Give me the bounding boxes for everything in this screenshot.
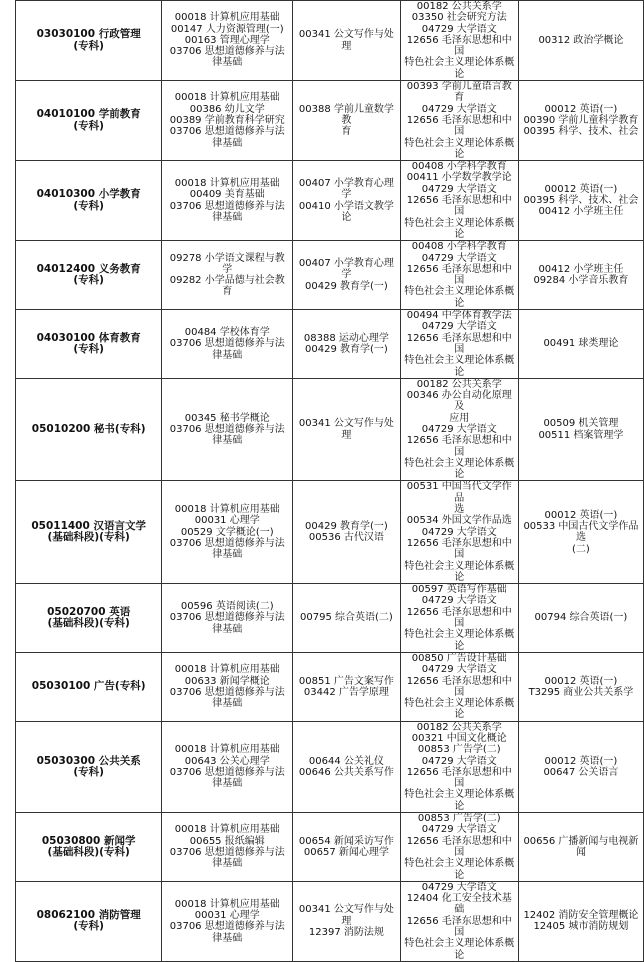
course-cell-1 (162, 310, 293, 379)
course-cell-1 (162, 1, 293, 81)
cell-line: 00341 公文写作与处理 (298, 904, 394, 927)
cell-line: 00346 办公自动化原理及 (406, 390, 512, 413)
cell-line: 04010300 小学教育 (36, 188, 141, 201)
course-cell-2 (293, 881, 401, 961)
major-cell (16, 81, 162, 161)
course-cell-3 (400, 584, 518, 653)
cell-line: 12656 毛泽东思想和中国 (406, 915, 512, 939)
course-cell-3 (400, 813, 518, 882)
cell-line: 00429 教育学(一) (305, 343, 388, 355)
cell-line: 00643 公关心理学 (184, 755, 270, 767)
cell-line: 00596 英语阅读(二) (180, 601, 274, 613)
table-row (16, 241, 644, 310)
cell-line: 00182 公共关系学 (416, 378, 502, 390)
cell-line: 律基础 (212, 932, 243, 944)
cell-line: 特色社会主义理论体系概 (404, 560, 515, 572)
major-cell (16, 161, 162, 241)
cell-line: 00654 新闻采访写作 (298, 835, 394, 847)
cell-line: 00647 公关语言 (543, 766, 619, 778)
cell-line: 00182 公共关系学 (416, 721, 502, 733)
cell-line: 08388 运动心理学 (303, 332, 389, 344)
course-cell-4 (518, 652, 643, 721)
cell-line: 12656 毛泽东思想和中国 (406, 263, 512, 287)
cell-line: 04729 大学语文 (421, 526, 497, 538)
major-cell (16, 481, 162, 584)
major-cell (16, 813, 162, 882)
cell-line: 04729 大学语文 (421, 824, 497, 836)
cell-line: 00408 小学科学教育 (411, 161, 507, 173)
cell-line: (专科) (73, 274, 104, 287)
cell-line: 特色社会主义理论体系概 (404, 355, 515, 367)
cell-line: 03706 思想道德修养与法 (169, 537, 285, 549)
course-cell-4 (518, 378, 643, 481)
cell-line: 03030100 行政管理 (36, 28, 141, 41)
cell-line: (专科) (73, 39, 104, 52)
cell-line: 03706 思想道德修养与法 (169, 126, 285, 138)
course-cell-2 (293, 1, 401, 81)
cell-line: 律基础 (212, 858, 243, 870)
cell-line: 03706 思想道德修养与法 (169, 612, 285, 624)
cell-line: 00018 计算机应用基础 (174, 744, 280, 756)
cell-line: 12656 毛泽东思想和中国 (406, 195, 512, 218)
cell-line: 00531 中国当代文学作品 (406, 481, 512, 504)
cell-line: 00429 教育学(一) (305, 280, 388, 292)
course-cell-3 (400, 721, 518, 812)
cell-line: 04729 大学语文 (421, 595, 497, 607)
course-cell-4 (518, 721, 643, 812)
cell-line: 04729 大学语文 (421, 755, 497, 767)
cell-line: 论 (454, 869, 465, 881)
cell-line: 00597 英语写作基础 (411, 584, 507, 596)
course-cell-3 (400, 652, 518, 721)
cell-line: (专科) (73, 342, 104, 355)
cell-line: 12404 化工安全技术基础 (406, 893, 512, 916)
cell-line: 04030100 体育教育 (36, 331, 141, 344)
table-row (16, 1, 644, 81)
cell-line: 03706 思想道德修养与法 (169, 200, 285, 212)
cell-line: 04729 大学语文 (421, 252, 497, 264)
cell-line: 律基础 (212, 211, 243, 223)
cell-line: 00395 科学、技术、社会 (523, 126, 639, 138)
cell-line: 00407 小学教育心理学 (298, 178, 394, 201)
course-cell-3 (400, 310, 518, 379)
course-cell-4 (518, 81, 643, 161)
cell-line: 律基础 (212, 349, 243, 361)
course-cell-3 (400, 481, 518, 584)
course-cell-4 (518, 584, 643, 653)
cell-line: 12405 城市消防规划 (533, 921, 629, 933)
cell-line: 特色社会主义理论体系概 (404, 137, 515, 149)
cell-line: 00012 英语(一) (544, 509, 618, 521)
course-cell-2 (293, 652, 401, 721)
cell-line: 特色社会主义理论体系概 (404, 457, 515, 469)
cell-line: 00341 公文写作与处理 (298, 418, 394, 441)
cell-line: 00429 教育学(一) (305, 521, 388, 532)
course-cell-4 (518, 481, 643, 584)
course-cell-2 (293, 813, 401, 882)
major-cell (16, 721, 162, 812)
cell-line: 论 (454, 469, 465, 481)
course-cell-1 (162, 584, 293, 653)
cell-line: 03706 思想道德修养与法 (169, 921, 285, 933)
course-cell-2 (293, 378, 401, 481)
cell-line: 00853 广告学(二) (417, 813, 501, 825)
course-cell-1 (162, 161, 293, 241)
cell-line: 05020700 英语 (47, 605, 131, 618)
cell-line: 00646 公共关系写作 (298, 766, 394, 778)
cell-line: 12656 毛泽东思想和中国 (406, 675, 512, 698)
cell-line: 03706 思想道德修养与法 (169, 766, 285, 778)
cell-line: 00633 新闻学概论 (184, 675, 270, 687)
cell-line: 05011400 汉语言文学 (31, 520, 146, 532)
table-row (16, 161, 644, 241)
cell-line: 论 (454, 709, 465, 721)
cell-line: 05030300 公共关系 (36, 754, 141, 767)
cell-line: 00012 英语(一) (544, 183, 618, 195)
cell-line: 00018 计算机应用基础 (174, 898, 280, 910)
cell-line: 律基础 (212, 778, 243, 790)
cell-line: 论 (454, 949, 465, 961)
course-cell-4 (518, 241, 643, 310)
cell-line: 12656 毛泽东思想和中国 (406, 766, 512, 790)
cell-line: 12397 消防法规 (308, 927, 384, 939)
course-schedule-table (15, 0, 644, 962)
cell-line: 00656 广播新闻与电视新闻 (523, 835, 639, 858)
cell-line: 09278 小学语文课程与教 (169, 252, 285, 264)
cell-line: 05030800 新闻学 (41, 834, 136, 847)
cell-line: 特色社会主义理论体系概 (404, 858, 515, 870)
cell-line: 00491 球类理论 (543, 338, 619, 350)
cell-line: 育 (222, 286, 233, 298)
cell-line: (基础科段)(专科) (47, 845, 130, 858)
cell-line: 00529 文学概论(一) (180, 526, 274, 538)
cell-line: 00012 英语(一) (544, 755, 618, 767)
table-row (16, 310, 644, 379)
cell-line: 12656 毛泽东思想和中国 (406, 332, 512, 355)
cell-line: 00484 学校体育学 (184, 326, 270, 338)
cell-line: 00012 英语(一) (544, 675, 618, 687)
cell-line: 育 (341, 126, 352, 138)
cell-line: 12656 毛泽东思想和中国 (406, 606, 512, 630)
cell-line: 论 (454, 640, 465, 652)
cell-line: 04729 大学语文 (421, 23, 497, 35)
course-cell-1 (162, 881, 293, 961)
cell-line: 05030100 广告(专科) (31, 680, 146, 693)
cell-line: 12656 毛泽东思想和中国 (406, 537, 512, 561)
cell-line: 00018 计算机应用基础 (174, 12, 280, 24)
cell-line: 00410 小学语文教学论 (298, 200, 394, 223)
cell-line: 00407 小学教育心理学 (298, 258, 394, 281)
course-cell-4 (518, 881, 643, 961)
cell-line: 00018 计算机应用基础 (174, 92, 280, 104)
cell-line: 03350 社会研究方法 (411, 12, 507, 24)
cell-line: 00509 机关管理 (543, 418, 619, 430)
cell-line: 00031 心理学 (194, 910, 260, 922)
course-cell-4 (518, 310, 643, 379)
cell-line: 00409 美育基础 (189, 189, 265, 201)
cell-line: 03706 思想道德修养与法 (169, 338, 285, 350)
cell-line: 00163 管理心理学 (184, 34, 270, 46)
course-cell-3 (400, 378, 518, 481)
cell-line: 03706 思想道德修养与法 (169, 686, 285, 698)
cell-line: 00386 幼儿文学 (189, 103, 265, 115)
cell-line: (专科) (73, 765, 104, 778)
cell-line: 应用 (449, 412, 470, 424)
cell-line: 04729 大学语文 (421, 881, 497, 893)
course-cell-2 (293, 310, 401, 379)
cell-line: 00534 外国文学作品选 (406, 515, 512, 527)
cell-line: 00012 英语(一) (544, 103, 618, 115)
cell-line: 00312 政治学概论 (538, 34, 624, 46)
cell-line: 00644 公关礼仪 (308, 755, 384, 767)
cell-line: 12402 消防安全管理概论 (523, 910, 639, 922)
cell-line: 04012400 义务教育 (36, 262, 141, 275)
course-cell-4 (518, 813, 643, 882)
cell-line: 00794 综合英语(一) (534, 612, 628, 624)
cell-line: 律基础 (212, 57, 243, 69)
cell-line: 00341 公文写作与处理 (298, 29, 394, 52)
cell-line: 00390 学前儿童科学教育 (523, 114, 639, 126)
cell-line: 特色社会主义理论体系概 (404, 286, 515, 298)
table-row (16, 881, 644, 961)
course-cell-2 (293, 81, 401, 161)
cell-line: 选 (454, 504, 465, 516)
cell-line: 00018 计算机应用基础 (174, 504, 280, 516)
cell-line: 00412 小学班主任 (538, 263, 624, 275)
cell-line: 00657 新闻心理学 (303, 846, 389, 858)
course-schedule-body (16, 1, 644, 962)
cell-line: 论 (454, 366, 465, 378)
cell-line: (专科) (73, 920, 104, 933)
cell-line: 09284 小学音乐教育 (533, 275, 629, 287)
cell-line: 00533 中国古代文学作品选 (523, 521, 639, 544)
major-cell (16, 584, 162, 653)
table-row (16, 81, 644, 161)
cell-line: 12656 毛泽东思想和中国 (406, 114, 512, 138)
course-cell-3 (400, 1, 518, 81)
course-cell-3 (400, 81, 518, 161)
cell-line: (基础科段)(专科) (47, 617, 130, 630)
cell-line: 00018 计算机应用基础 (174, 664, 280, 676)
cell-line: 05010200 秘书(专科) (31, 422, 146, 435)
cell-line: 特色社会主义理论体系概 (404, 938, 515, 950)
cell-line: 00395 科学、技术、社会 (523, 195, 639, 207)
cell-line: 00389 学前教育科学研究 (169, 114, 285, 126)
cell-line: (专科) (73, 199, 104, 212)
cell-line: 12656 毛泽东思想和中国 (406, 435, 512, 458)
cell-line: 03706 思想道德修养与法 (169, 423, 285, 435)
course-cell-2 (293, 584, 401, 653)
cell-line: 律基础 (212, 549, 243, 561)
cell-line: 08062100 消防管理 (36, 909, 141, 922)
cell-line: T3295 商业公共关系学 (528, 686, 634, 698)
table-row (16, 721, 644, 812)
course-cell-1 (162, 813, 293, 882)
table-row (16, 481, 644, 584)
cell-line: 12656 毛泽东思想和中国 (406, 835, 512, 858)
cell-line: 00850 广告设计基础 (411, 652, 507, 664)
cell-line: (基础科段)(专科) (47, 531, 130, 544)
cell-line: 03442 广告学原理 (303, 686, 389, 698)
course-cell-3 (400, 241, 518, 310)
course-cell-2 (293, 161, 401, 241)
major-cell (16, 652, 162, 721)
cell-line: 00853 广告学(二) (417, 744, 501, 756)
course-cell-2 (293, 481, 401, 584)
course-cell-1 (162, 241, 293, 310)
cell-line: 04729 大学语文 (421, 321, 497, 333)
cell-line: 12656 毛泽东思想和中国 (406, 34, 512, 58)
cell-line: (专科) (73, 119, 104, 132)
cell-line: 00536 古代汉语 (308, 532, 384, 544)
cell-line: 00851 广告文案写作 (298, 675, 394, 687)
cell-line: 律基础 (212, 623, 243, 635)
course-cell-2 (293, 241, 401, 310)
cell-line: 论 (454, 571, 465, 583)
cell-line: 00408 小学科学教育 (411, 241, 507, 253)
cell-line: 00511 档案管理学 (538, 429, 624, 441)
course-cell-1 (162, 378, 293, 481)
cell-line: 00494 中学体育教学法 (406, 310, 512, 322)
cell-line: 04729 大学语文 (421, 664, 497, 676)
major-cell (16, 241, 162, 310)
cell-line: 特色社会主义理论体系概 (404, 629, 515, 641)
cell-line: 00412 小学班主任 (538, 206, 624, 218)
course-cell-1 (162, 481, 293, 584)
course-cell-1 (162, 652, 293, 721)
cell-line: 律基础 (212, 435, 243, 447)
cell-line: 04729 大学语文 (421, 103, 497, 115)
cell-line: 论 (454, 228, 465, 240)
cell-line: 特色社会主义理论体系概 (404, 698, 515, 710)
cell-line: (二) (572, 543, 590, 555)
course-cell-4 (518, 1, 643, 81)
cell-line: 论 (454, 297, 465, 309)
cell-line: 论 (454, 68, 465, 80)
cell-line: 09282 小学品德与社会教 (169, 275, 285, 287)
course-cell-2 (293, 721, 401, 812)
cell-line: 00388 学前儿童数学教 (298, 103, 394, 126)
cell-line: 00321 中国文化概论 (411, 733, 507, 744)
major-cell (16, 378, 162, 481)
cell-line: 特色社会主义理论体系概 (404, 789, 515, 801)
cell-line: 00018 计算机应用基础 (174, 824, 280, 836)
table-row (16, 813, 644, 882)
cell-line: 00655 报纸编辑 (189, 835, 265, 847)
course-cell-3 (400, 161, 518, 241)
table-row (16, 378, 644, 481)
cell-line: 律基础 (212, 137, 243, 149)
cell-line: 00345 秘书学概论 (184, 412, 270, 424)
cell-line: 论 (454, 148, 465, 160)
course-cell-1 (162, 721, 293, 812)
cell-line: 特色社会主义理论体系概 (404, 217, 515, 229)
cell-line: 学 (222, 263, 233, 275)
cell-line: 00795 综合英语(二) (300, 612, 393, 624)
cell-line: 04729 大学语文 (421, 423, 497, 435)
cell-line: 04729 大学语文 (421, 183, 497, 195)
major-cell (16, 1, 162, 81)
course-cell-3 (400, 881, 518, 961)
cell-line: 03706 思想道德修养与法 (169, 846, 285, 858)
cell-line: 03706 思想道德修养与法 (169, 46, 285, 58)
cell-line: 00393 学前儿童语言教育 (406, 81, 512, 104)
cell-line: 04010100 学前教育 (36, 108, 141, 121)
cell-line: 特色社会主义理论体系概 (404, 57, 515, 69)
cell-line: 00018 计算机应用基础 (174, 178, 280, 190)
cell-line: 00411 小学数学教学论 (406, 172, 512, 184)
course-cell-4 (518, 161, 643, 241)
major-cell (16, 310, 162, 379)
table-row (16, 652, 644, 721)
cell-line: 论 (454, 800, 465, 812)
cell-line: 00147 人力资源管理(一) (170, 23, 284, 35)
table-row (16, 584, 644, 653)
major-cell (16, 881, 162, 961)
cell-line: 00182 公共关系学 (416, 1, 502, 12)
cell-line: 律基础 (212, 698, 243, 710)
cell-line: 00031 心理学 (194, 515, 260, 527)
course-cell-1 (162, 81, 293, 161)
